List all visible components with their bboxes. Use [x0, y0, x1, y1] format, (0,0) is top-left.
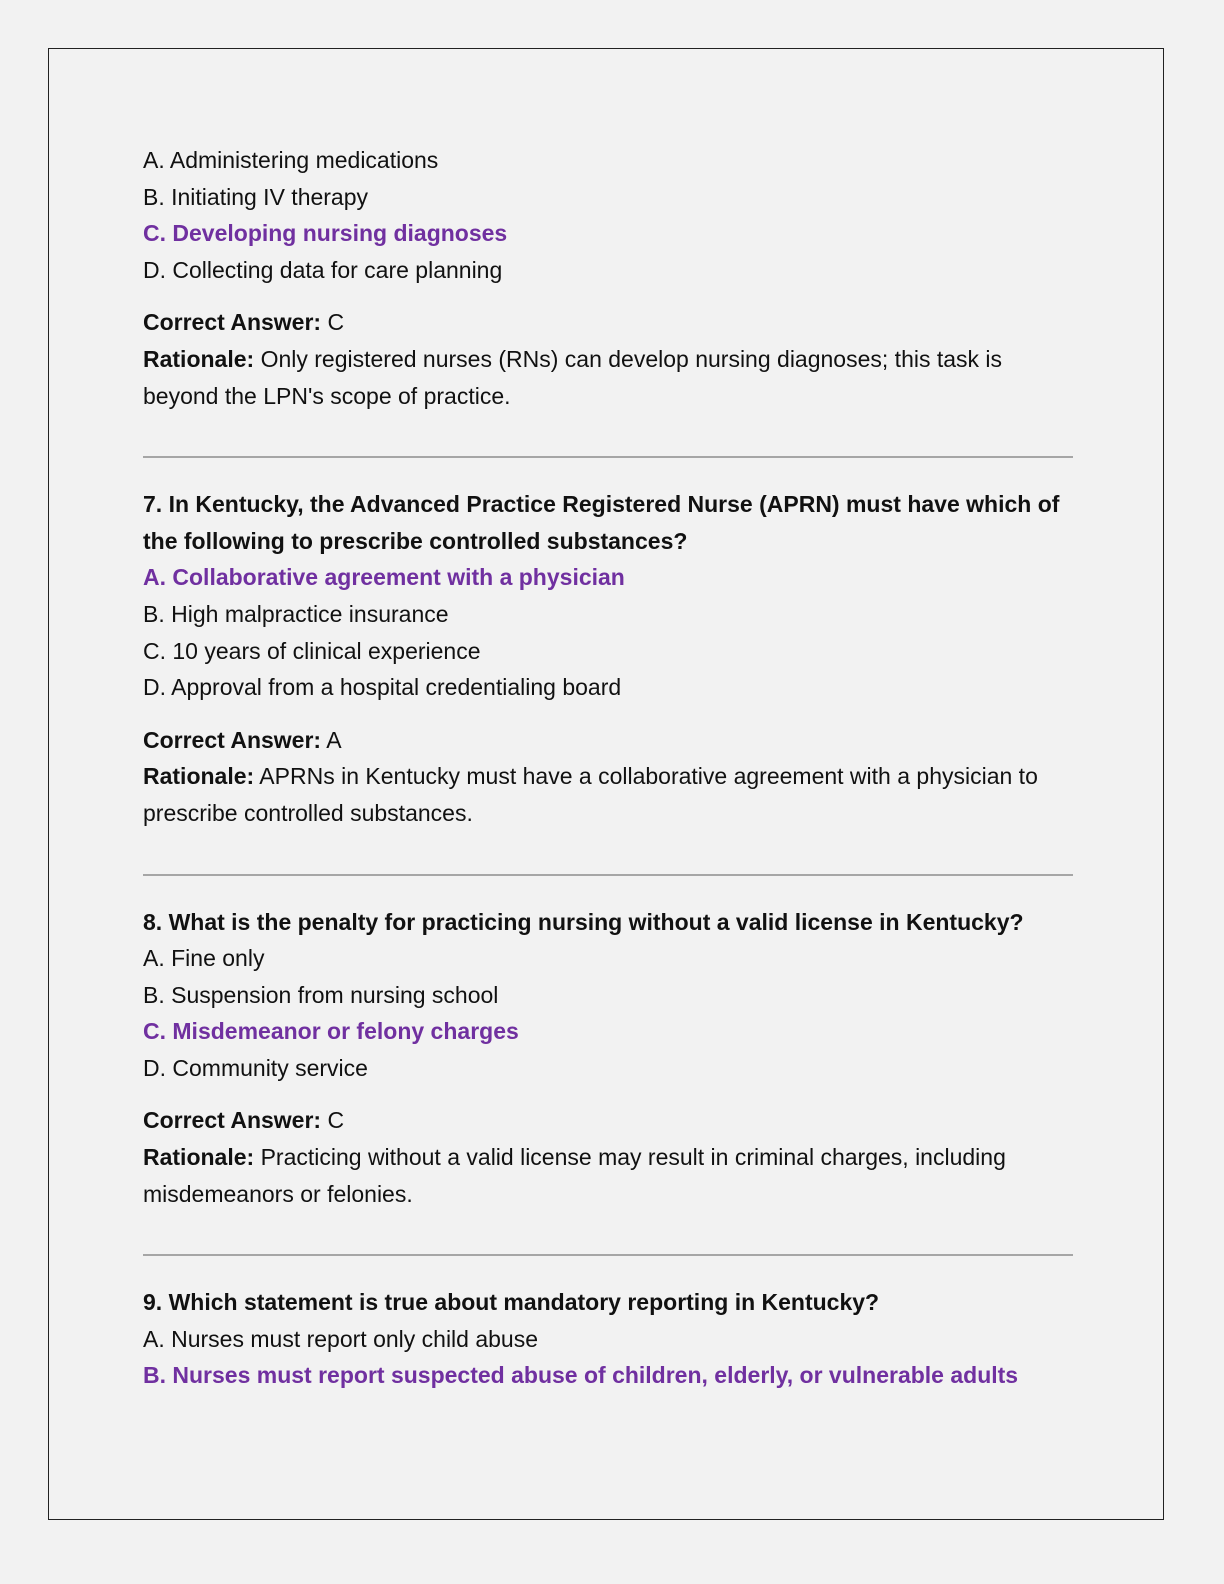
rationale-text: Only registered nurses (RNs) can develop nursing diagnoses; this task is beyond the LPN's scope of practice.: [143, 345, 1003, 409]
rationale: [143, 758, 1073, 831]
section-divider: [143, 1254, 1073, 1256]
option-c-correct: C. Developing nursing diagnoses: [143, 220, 508, 247]
correct-answer-label: Correct Answer:: [143, 1107, 322, 1134]
option-d: D. Approval from a hospital credentialing board: [143, 674, 622, 701]
option-a: A. Nurses must report only child abuse: [143, 1325, 539, 1352]
rationale-label: Rationale:: [143, 345, 255, 372]
correct-answer-value: C: [321, 1107, 345, 1134]
rationale: [143, 1139, 1073, 1212]
rationale: [143, 341, 1073, 414]
question-text: 9. Which statement is true about mandatory reporting in Kentucky?: [143, 1289, 880, 1316]
correct-answer: [143, 1102, 1073, 1139]
option-b: B. Suspension from nursing school: [143, 981, 499, 1008]
option-b: B. High malpractice insurance: [143, 600, 449, 627]
correct-answer-label: Correct Answer:: [143, 726, 322, 753]
section-divider: [143, 874, 1073, 876]
answer-block: [143, 722, 1073, 832]
question-6: [143, 142, 1073, 414]
rationale-label: Rationale:: [143, 1144, 255, 1171]
correct-answer-value: A: [321, 726, 342, 753]
document-content: [143, 142, 1073, 1394]
option-d: D. Collecting data for care planning: [143, 256, 503, 283]
correct-answer: [143, 304, 1073, 341]
option-a: A. Fine only: [143, 945, 265, 972]
option-c: C. 10 years of clinical experience: [143, 637, 481, 664]
option-b: B. Initiating IV therapy: [143, 183, 369, 210]
question-9: [143, 1284, 1073, 1394]
option-b-correct: B. Nurses must report suspected abuse of children, elderly, or vulnerable adults: [143, 1362, 1019, 1389]
correct-answer-label: Correct Answer:: [143, 309, 322, 336]
question-text: 7. In Kentucky, the Advanced Practice Registered Nurse (APRN) must have which of the following to prescribe controlled substances?: [143, 491, 1060, 554]
option-d: D. Community service: [143, 1054, 368, 1081]
rationale-text: APRNs in Kentucky must have a collaborative agreement with a physician to prescribe controlled substances.: [143, 763, 1038, 826]
answer-block: [143, 304, 1073, 414]
answer-block: [143, 1102, 1073, 1212]
question-8: [143, 904, 1073, 1213]
question-text: 8. What is the penalty for practicing nursing without a valid license in Kentucky?: [143, 908, 1024, 935]
correct-answer-value: C: [321, 309, 345, 336]
option-a: A. Administering medications: [143, 147, 439, 173]
rationale-label: Rationale:: [143, 763, 255, 790]
section-divider: [143, 456, 1073, 458]
correct-answer: [143, 722, 1073, 759]
option-c-correct: C. Misdemeanor or felony charges: [143, 1018, 519, 1045]
option-a-correct: A. Collaborative agreement with a physician: [143, 564, 625, 591]
question-7: [143, 486, 1073, 831]
rationale-text: Practicing without a valid license may result in criminal charges, including misdemeanors or felonies.: [143, 1144, 1006, 1207]
